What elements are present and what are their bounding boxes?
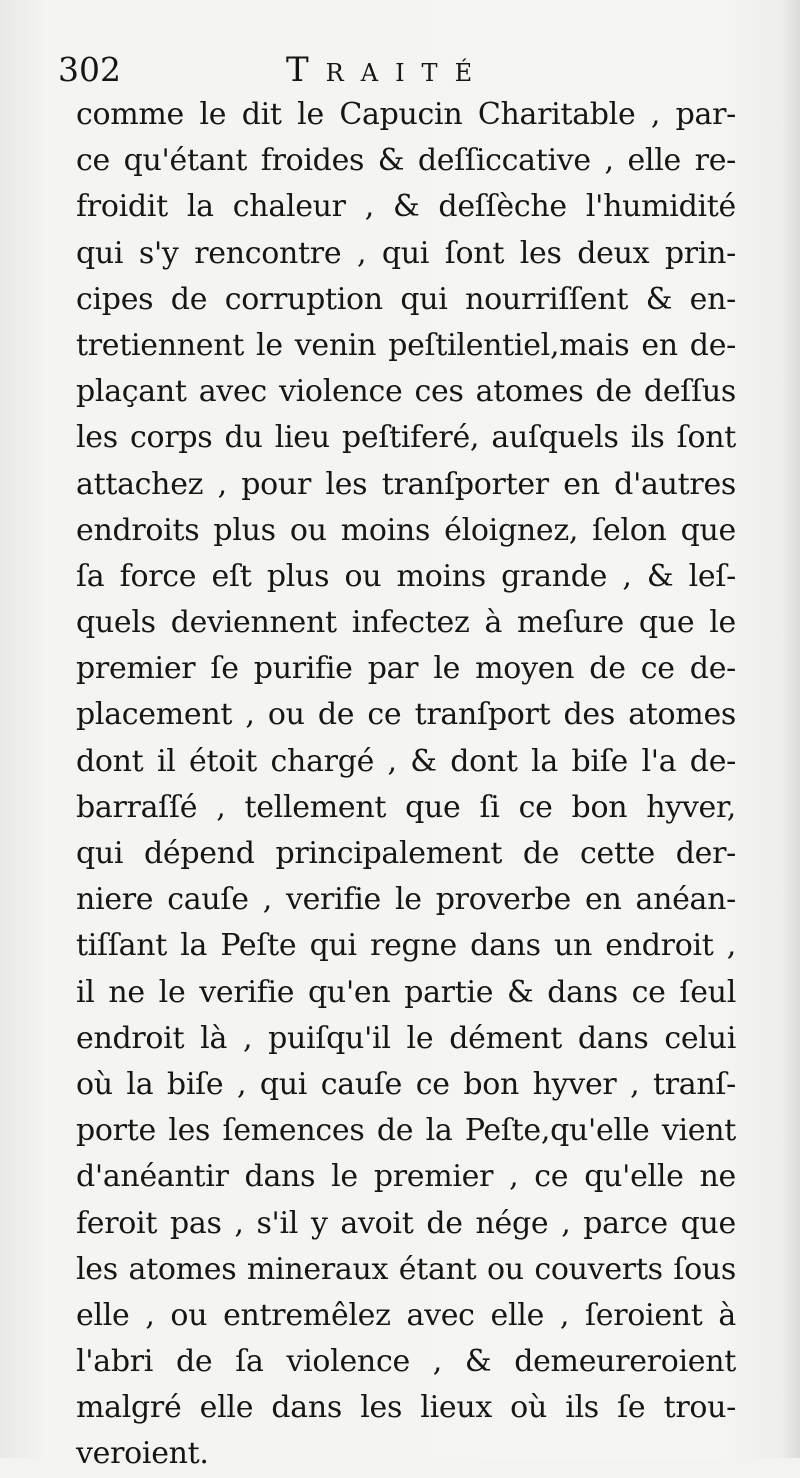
text-line: elle , ou entremêlez avec elle , ſeroient à: [76, 1297, 736, 1333]
text-line: comme le dit le Capucin Charitable , par-: [76, 97, 736, 132]
text-line: dont il étoit chargé , & dont la biſe l'a de-: [76, 743, 736, 779]
page-number: 302: [58, 50, 121, 89]
text-line: il ne le verifie qu'en partie & dans ce ſeul: [76, 974, 736, 1010]
text-line: endroits plus ou moins éloignez, ſelon que: [76, 512, 736, 548]
text-line: l'abri de ſa violence , & demeureroient: [76, 1344, 736, 1380]
page-header: [58, 48, 738, 92]
text-line: niere cauſe , verifie le proverbe en anéan-: [76, 882, 736, 918]
body-text: [76, 92, 736, 1478]
text-line: placement , ou de ce tranſport des atomes: [76, 697, 736, 733]
text-line: les corps du lieu peſtiferé, auſquels ils ſont: [76, 420, 736, 456]
text-line: tiſſant la Peſte qui regne dans un endroit ,: [76, 928, 736, 964]
text-line: quels deviennent infectez à meſure que le: [76, 605, 736, 641]
running-head: Traité: [286, 50, 490, 90]
text-line: qui dépend principalement de cette der-: [76, 836, 736, 871]
text-line: attachez , pour les tranſporter en d'autres: [76, 466, 736, 502]
text-line: tretiennent le venin peſtilentiel,mais en de-: [76, 327, 736, 363]
text-line: plaçant avec violence ces atomes de deſſus: [76, 374, 736, 410]
text-line: premier ſe purifie par le moyen de ce de-: [76, 651, 736, 687]
text-line: ce qu'étant froides & deſſiccative , elle re-: [76, 143, 736, 179]
text-line: cipes de corruption qui nourriſſent & en-: [76, 281, 736, 317]
text-line: ſa force eſt plus ou moins grande , & leſ-: [76, 558, 736, 594]
text-line: barraſſé , tellement que ſi ce bon hyver,: [76, 789, 736, 825]
page-edge-shadow: [782, 0, 800, 1458]
text-line: qui s'y rencontre , qui ſont les deux prin-: [76, 235, 736, 271]
text-line: froidit la chaleur , & deſſèche l'humidité: [76, 189, 736, 225]
text-line: où la biſe , qui cauſe ce bon hyver , tranſ-: [76, 1066, 736, 1102]
text-line: endroit là , puiſqu'il le dément dans celui: [76, 1020, 736, 1056]
text-line-last: veroient.: [76, 1436, 209, 1472]
text-line: les atomes mineraux étant ou couverts ſous: [76, 1251, 736, 1287]
text-line: malgré elle dans les lieux où ils ſe trou-: [76, 1390, 736, 1426]
text-line: porte les ſemences de la Peſte,qu'elle vient: [76, 1113, 736, 1149]
text-line: feroit pas , s'il y avoit de nége , parce que: [76, 1205, 736, 1241]
text-line: d'anéantir dans le premier , ce qu'elle ne: [76, 1159, 736, 1195]
